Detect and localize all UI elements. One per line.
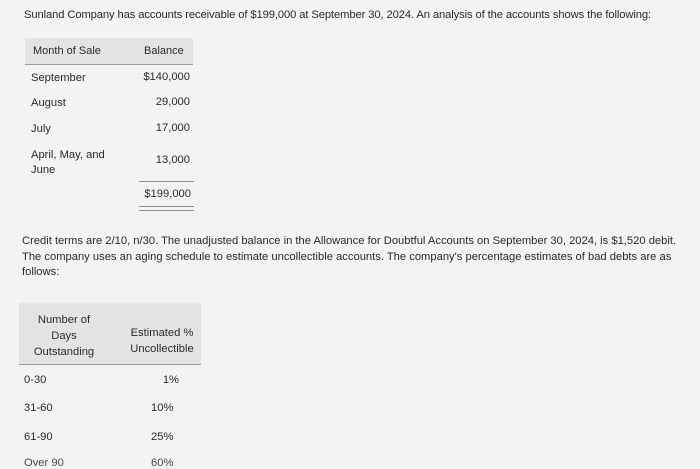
aging-table-header	[19, 303, 201, 365]
header-rule	[123, 364, 197, 365]
ar-table-header	[25, 38, 193, 65]
balance-header: Balance	[144, 45, 184, 57]
days-cell: 0-30	[24, 374, 47, 386]
estimated-pct-header: Estimated % Uncollectible	[130, 327, 194, 355]
pct-cell: 10%	[151, 402, 174, 414]
month-cell: August	[31, 97, 66, 109]
credit-terms-text: Credit terms are 2/10, n/30. The unadjusted balance in the Allowance for Doubtful Accounts on September 30, 2024, is $1,520 debit. The company uses an aging schedule to estimate uncollectible accounts. The company's percentage estimates of bad debts are as follows:	[22, 235, 677, 278]
days-cell: 31-60	[24, 402, 53, 414]
pct-cell: 1%	[162, 374, 179, 386]
month-of-sale-header: Month of Sale	[33, 45, 101, 57]
month-cell: July	[31, 123, 51, 135]
subtotal-rule	[139, 181, 194, 182]
balance-cell: 17,000	[155, 122, 190, 134]
total-double-rule	[139, 206, 194, 211]
days-cell: 61-90	[24, 431, 53, 443]
month-cell: September	[31, 72, 86, 84]
month-cell: April, May, and June	[31, 149, 105, 176]
ar-total: $199,000	[144, 188, 191, 200]
pct-cell: 25%	[151, 431, 174, 443]
days-outstanding-header: Number of Days Outstanding	[33, 314, 95, 358]
pct-cell: 60%	[151, 457, 174, 469]
balance-cell: $140,000	[143, 71, 190, 83]
balance-cell: 13,000	[155, 154, 190, 166]
days-cell: Over 90	[24, 457, 64, 469]
balance-cell: 29,000	[155, 96, 190, 108]
intro-text: Sunland Company has accounts receivable of $199,000 at September 30, 2024. An analysis of the accounts shows the following:	[24, 9, 652, 21]
